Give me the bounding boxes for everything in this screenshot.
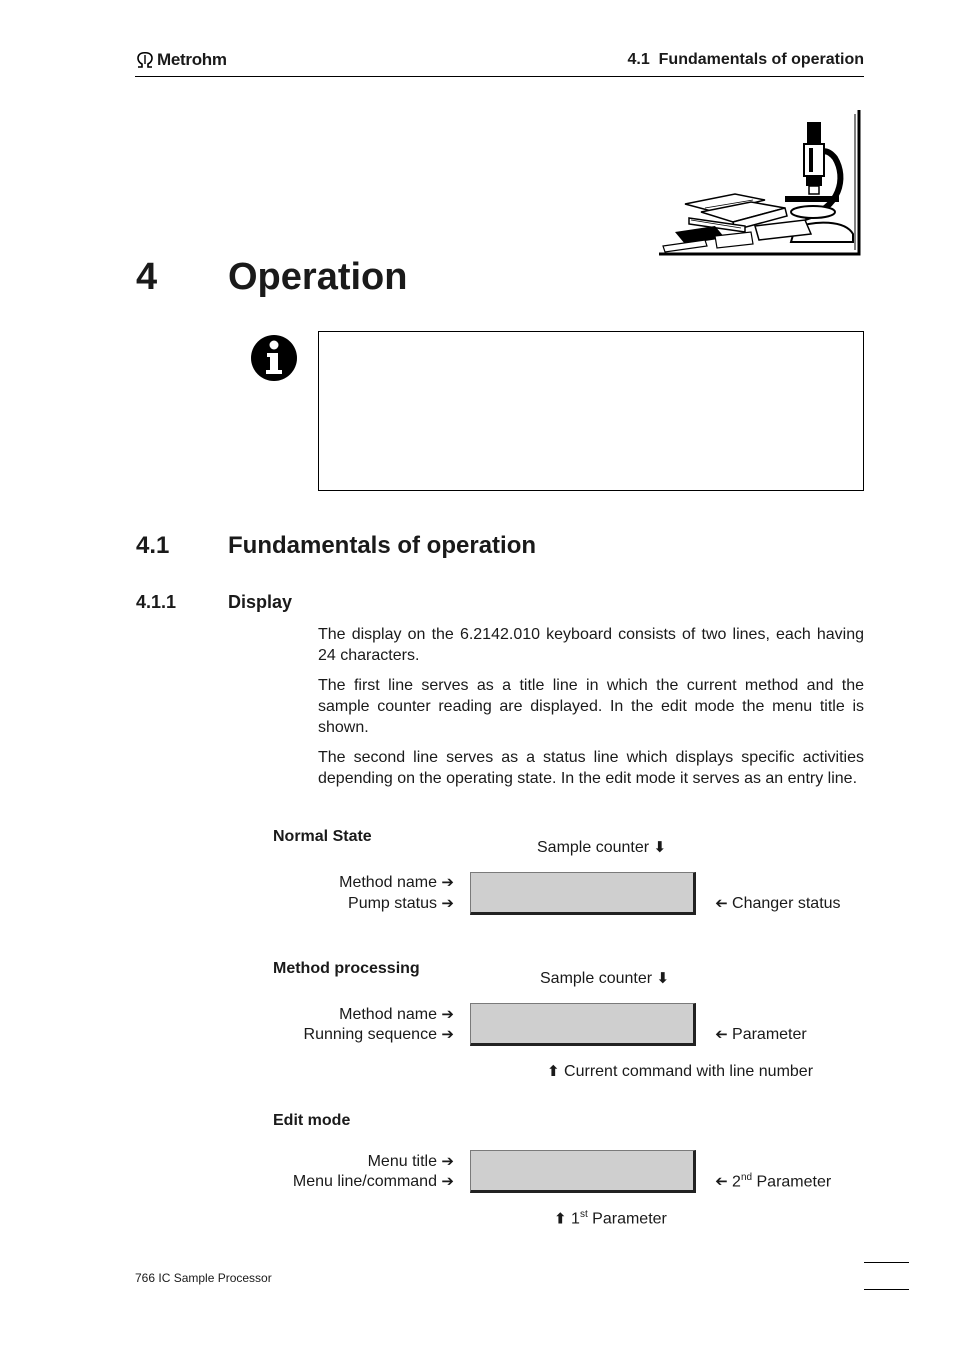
down-arrow-icon: ⬇ [653,838,667,856]
left-arrow-icon: ➔ [715,1172,728,1191]
chapter-title: Operation [228,256,408,298]
subsection-number: 4.1.1 [136,592,177,612]
chapter-number: 4 [136,256,158,298]
right-arrow-icon: ➔ [441,1025,454,1043]
footer-product-name: 766 IC Sample Processor [135,1271,272,1285]
second-parameter-label: ➔ 2nd Parameter [715,1172,832,1191]
lcd-display-normal [470,872,696,915]
omega-logo-icon [135,51,155,69]
down-arrow-icon: ⬇ [656,969,670,987]
microscope-illustration [655,108,861,256]
section-title: Fundamentals of operation [228,532,537,559]
info-icon [250,334,298,382]
pump-status-label: Pump status ➔ [348,894,454,912]
up-arrow-icon: ⬆ [547,1062,560,1080]
edit-mode-heading: Edit mode [273,1112,351,1129]
metrohm-logo [135,50,227,70]
section-number: 4.1 [136,532,170,559]
header-rule [135,76,864,77]
sample-counter-label: Sample counter ⬇ [537,838,667,856]
paragraph: The display on the 6.2142.010 keyboard consists of two lines, each having 24 characters. [318,626,864,664]
paragraph: The second line serves as a status line which displays specific activities depending on the operating state. In the edit mode it serves as an entry line. [318,749,864,787]
sample-counter-label: Sample counter ⬇ [540,969,670,987]
note-box [318,331,864,491]
up-arrow-icon: ⬆ [554,1209,567,1228]
right-arrow-icon: ➔ [441,873,454,891]
right-arrow-icon: ➔ [441,894,454,912]
running-header-title: 4.1 Fundamentals of operation [627,51,864,68]
menu-title-label: Menu title ➔ [367,1152,454,1170]
lcd-display-processing [470,1003,696,1046]
lcd-display-edit [470,1150,696,1193]
menu-line-command-label: Menu line/command ➔ [292,1172,454,1190]
changer-status-label: ➔ Changer status [715,894,841,912]
method-name-label: Method name ➔ [339,1005,454,1023]
current-command-label: ⬆ Current command with line number [547,1062,814,1080]
paragraph: The first line serves as a title line in which the current method and the sample counter reading are displayed. In the edit mode the menu title is shown. [318,677,864,736]
right-arrow-icon: ➔ [441,1152,454,1170]
right-arrow-icon: ➔ [441,1005,454,1023]
first-parameter-label: ⬆ 1st Parameter [554,1209,667,1228]
method-processing-heading: Method processing [273,960,420,977]
left-arrow-icon: ➔ [715,894,728,912]
footer-rule [864,1289,909,1290]
left-arrow-icon: ➔ [715,1025,728,1043]
footer-rule [864,1262,909,1263]
parameter-label: ➔ Parameter [715,1025,807,1043]
running-sequence-label: Running sequence ➔ [303,1025,454,1043]
subsection-title: Display [228,592,293,612]
right-arrow-icon: ➔ [441,1172,454,1190]
logo-text: Metrohm [157,50,227,69]
method-name-label: Method name ➔ [339,873,454,891]
normal-state-heading: Normal State [273,828,372,845]
